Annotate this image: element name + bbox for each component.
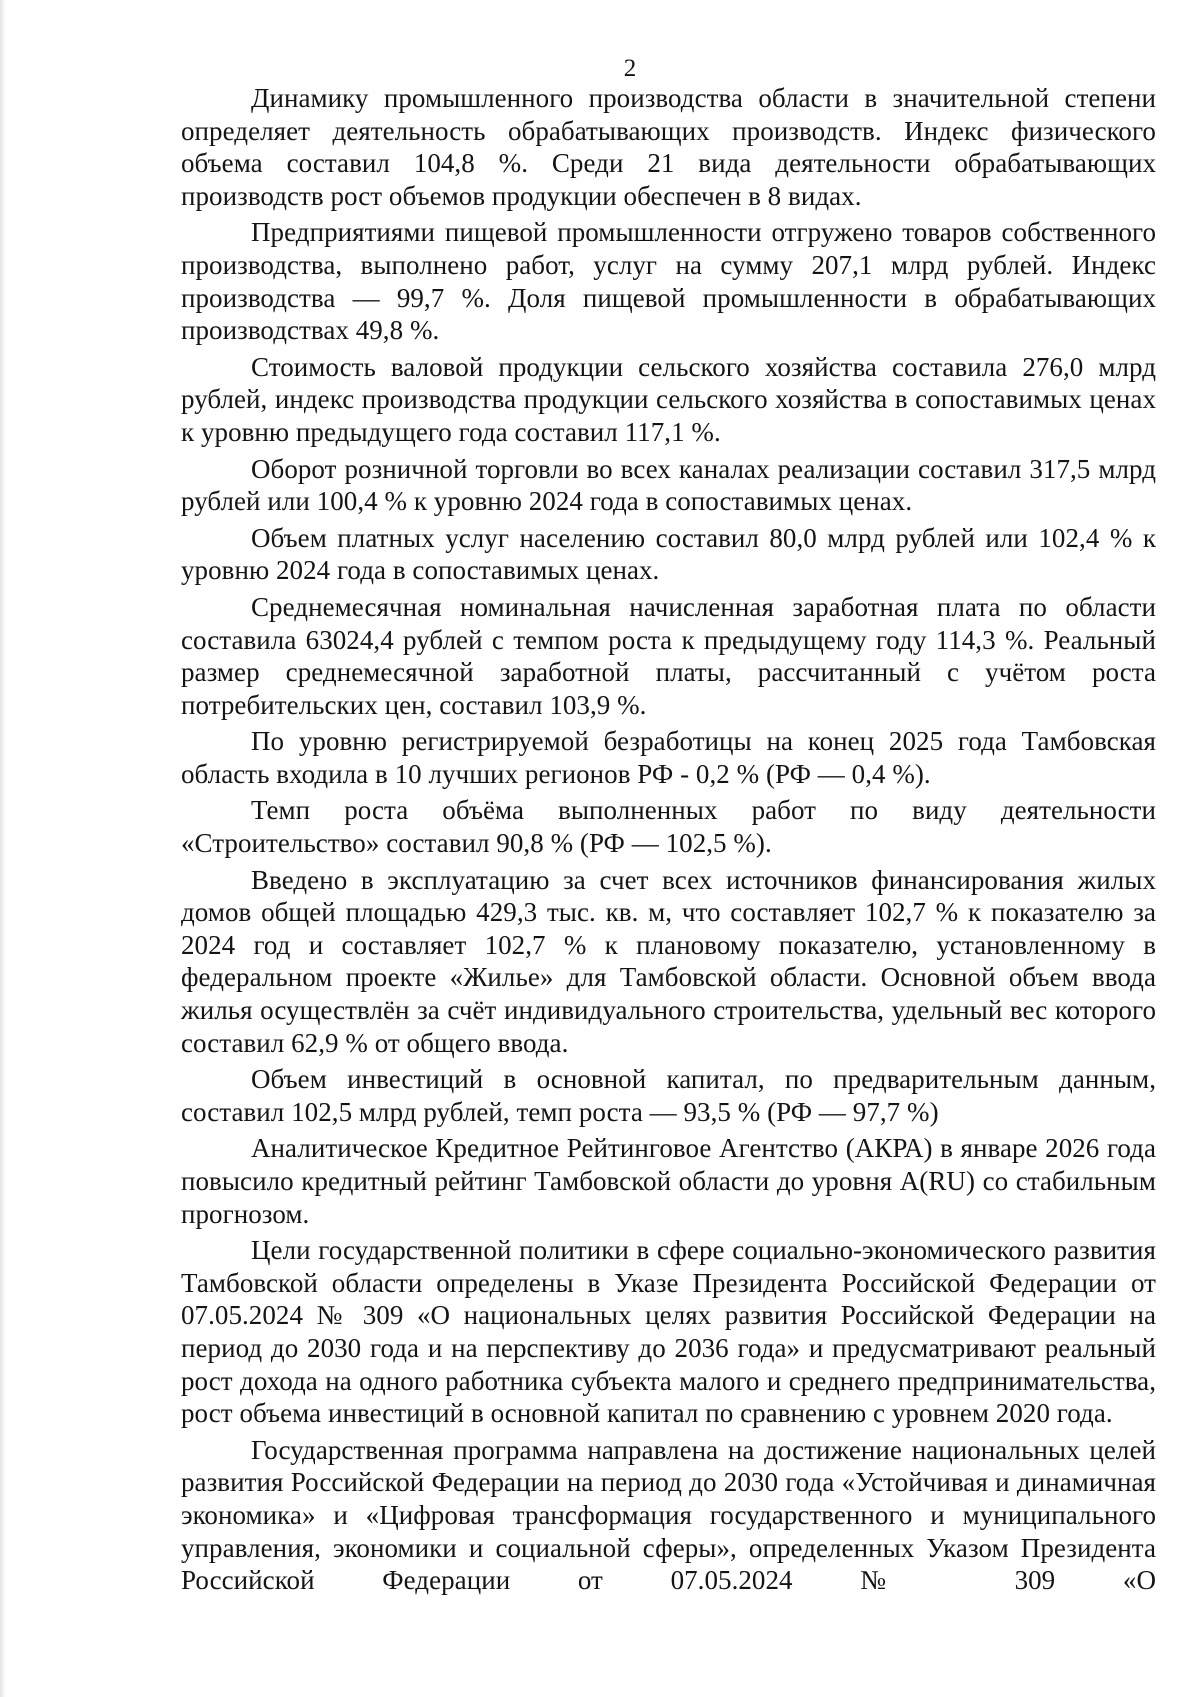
paragraph-construction: Темп роста объёма выполненных работ по виду деятельности «Строительство» составил 90,8 % (РФ — 102,5 %). [181,795,1156,859]
page-number: 2 [623,55,637,82]
paragraph-paid-services: Объем платных услуг населению составил 80,0 млрд рублей или 102,4 % к уровню 2024 года в сопоставимых ценах. [181,522,1156,586]
scan-edge-shadow [0,0,6,1697]
paragraph-policy-goals: Цели государственной политики в сфере социально-экономического развития Тамбовской области определены в Указе Президента Российской Федерации от 07.05.2024 № 309 «О национальных целях развития Российской Федерации на период до 2030 года и на перспективу до 2036 года» и предусматривают реальный рост дохода на одного работника субъекта малого и среднего предпринимательства, рост объема инвестиций в основной капитал по сравнению с уровнем 2020 года. [181,1235,1156,1429]
paragraph-credit-rating: Аналитическое Кредитное Рейтинговое Агентство (АКРА) в январе 2026 года повысило кредитный рейтинг Тамбовской области до уровня A(RU) со стабильным прогнозом. [181,1133,1156,1229]
document-body [181,82,1156,1597]
paragraph-average-salary: Среднемесячная номинальная начисленная заработная плата по области составила 63024,4 рублей с темпом роста к предыдущему году 114,3 %. Реальный размер среднемесячной заработной платы, рассчитанный с учётом роста потребительских цен, составил 103,9 %. [181,591,1156,720]
paragraph-manufacturing: Динамику промышленного производства области в значительной степени определяет деятельность обрабатывающих производств. Индекс физического объема составил 104,8 %. Среди 21 вида деятельности обрабатывающих производств рост объемов продукции обеспечен в 8 видах. [181,83,1156,211]
paragraph-investment: Объем инвестиций в основной капитал, по предварительным данным, составил 102,5 млрд рублей, темп роста — 93,5 % (РФ — 97,7 %) [181,1064,1156,1127]
paragraph-housing: Введено в эксплуатацию за счет всех источников финансирования жилых домов общей площадью 429,3 тыс. кв. м, что составляет 102,7 % к показателю за 2024 год и составляет 102,7 % к плановому показателю, установленному в федеральном проекте «Жилье» для Тамбовской области. Основной объем ввода жилья осуществлён за счёт индивидуального строительства, удельный вес которого составил 62,9 % от общего ввода. [181,864,1156,1058]
paragraph-state-program: Государственная программа направлена на достижение национальных целей развития Российской Федерации на период до 2030 года «Устойчивая и динамичная экономика» и «Цифровая трансформация государственного и муниципального управления, экономики и социальной сферы», определенных Указом Президента Российской Федерации от 07.05.2024 № 309 «О [181,1434,1156,1596]
paragraph-food-industry: Предприятиями пищевой промышленности отгружено товаров собственного производства, выполнено работ, услуг на сумму 207,1 млрд рублей. Индекс производства — 99,7 %. Доля пищевой промышленности в обрабатывающих производствах 49,8 %. [181,217,1156,346]
paragraph-agriculture: Стоимость валовой продукции сельского хозяйства составила 276,0 млрд рублей, индекс производства продукции сельского хозяйства в сопоставимых ценах к уровню предыдущего года составил 117,1 %. [181,351,1156,447]
paragraph-retail-turnover: Оборот розничной торговли во всех каналах реализации составил 317,5 млрд рублей или 100,4 % к уровню 2024 года в сопоставимых ценах. [181,453,1156,517]
paragraph-unemployment: По уровню регистрируемой безработицы на конец 2025 года Тамбовская область входила в 10 лучших регионов РФ - 0,2 % (РФ — 0,4 %). [181,726,1156,789]
